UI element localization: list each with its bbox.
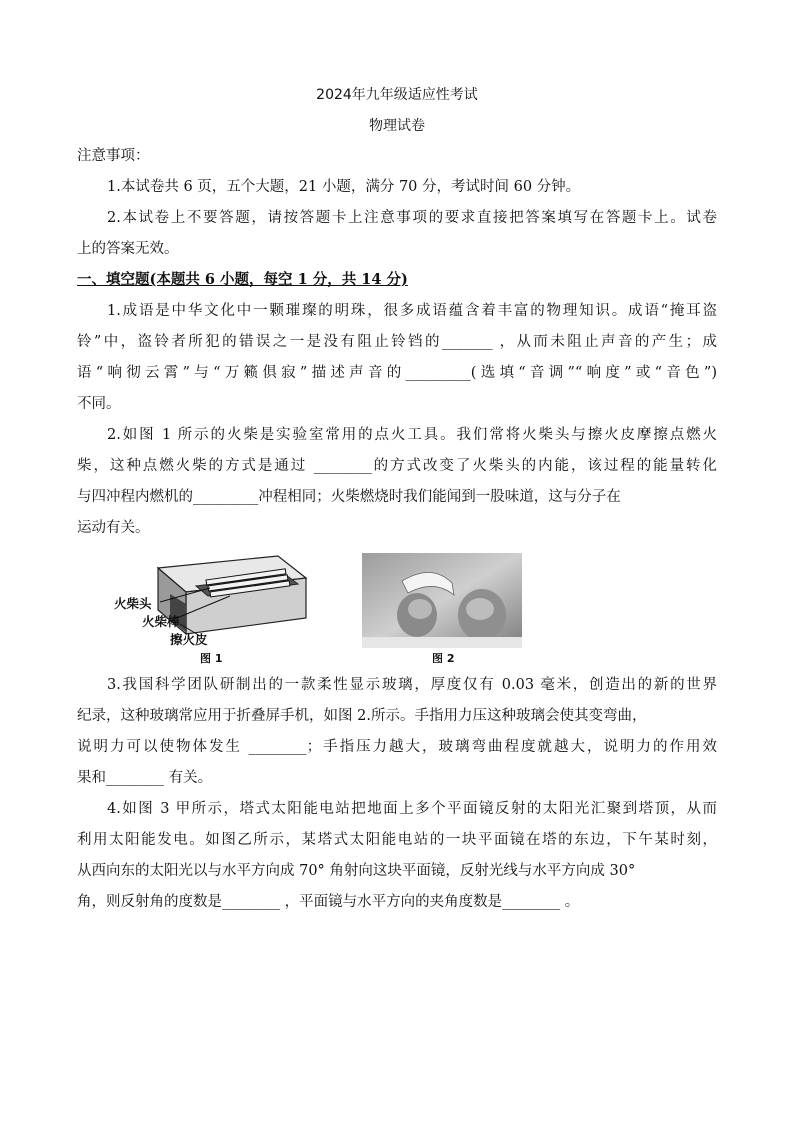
question-4-line-3: 从西向东的太阳光以与水平方向成 70° 角射向这块平面镜，反射光线与水平方向成 30° [77, 863, 636, 879]
notes-item-1: 1.本试卷共 6 页，五个大题，21 小题，满分 70 分，考试时间 60 分钟。 [107, 179, 581, 195]
notes-heading: 注意事项： [77, 148, 150, 164]
flexible-glass-photo [362, 553, 522, 648]
figure-2-label: 图 2 [432, 652, 455, 663]
question-1-line-3: 语“响彻云霄”与“万籁俱寂”描述声音的_________(选填“音调”“响度”或“音色”) [77, 365, 717, 381]
question-3-line-4: 果和________ 有关。 [77, 770, 213, 786]
question-1-line-4: 不同。 [77, 396, 121, 412]
question-3-line-1: 3.我国科学团队研制出的一款柔性显示玻璃，厚度仅有 0.03 毫米，创造出的新的世界 [107, 677, 717, 693]
question-2-line-3: 与四冲程内燃机的_________冲程相同；火柴燃烧时我们能闻到一股味道，这与分子在 [77, 489, 621, 505]
callout-match-head: 火柴头 [114, 596, 152, 611]
question-2-line-4: 运动有关。 [77, 520, 150, 536]
question-3-line-3: 说明力可以使物体发生 ________；手指压力越大，玻璃弯曲程度就越大，说明力的作用效 [77, 739, 717, 755]
figure-2-flexible-glass [362, 553, 522, 663]
figure-1-label: 图 1 [200, 652, 223, 665]
exam-subtitle: 物理试卷 [369, 118, 425, 134]
question-2-line-1: 2.如图 1 所示的火柴是实验室常用的点火工具。我们常将火柴头与擦火皮摩擦点燃火 [107, 427, 717, 443]
section-heading: 一、填空题(本题共 6 小题，每空 1 分，共 14 分) [77, 271, 408, 288]
callout-match-stick: 火柴棒 [142, 614, 180, 629]
notes-item-2-line-1: 2.本试卷上不要答题，请按答题卡上注意事项的要求直接把答案填写在答题卡上。试卷 [107, 210, 717, 226]
question-3-line-2: 纪录，这种玻璃常应用于折叠屏手机，如图 2.所示。手指用力压这种玻璃会使其变弯曲， [77, 708, 647, 724]
question-4-line-4: 角，则反射角的度数是________ ，平面镜与水平方向的夹角度数是________ 。 [77, 894, 580, 910]
exam-title: 2024年九年级适应性考试 [316, 87, 478, 103]
question-1-line-2: 铃”中，盗铃者所犯的错误之一是没有阻止铃铛的_______ ，从而未阻止声音的产生；成 [77, 334, 717, 350]
question-2-line-2: 柴，这种点燃火柴的方式是通过 ________的方式改变了火柴头的内能，该过程的能量转化 [77, 458, 717, 474]
question-4-line-1: 4.如图 3 甲所示，塔式太阳能电站把地面上多个平面镜反射的太阳光汇聚到塔顶，从而 [107, 801, 717, 817]
question-1-line-1: 1.成语是中华文化中一颗璀璨的明珠，很多成语蕴含着丰富的物理知识。成语“掩耳盗 [107, 303, 717, 319]
figure-1-matchbox [110, 548, 310, 666]
question-4-line-2: 利用太阳能发电。如图乙所示，某塔式太阳能电站的一块平面镜在塔的东边，下午某时刻， [77, 832, 717, 848]
notes-item-2-line-2: 上的答案无效。 [77, 241, 179, 257]
callout-striking-strip: 擦火皮 [170, 632, 208, 647]
